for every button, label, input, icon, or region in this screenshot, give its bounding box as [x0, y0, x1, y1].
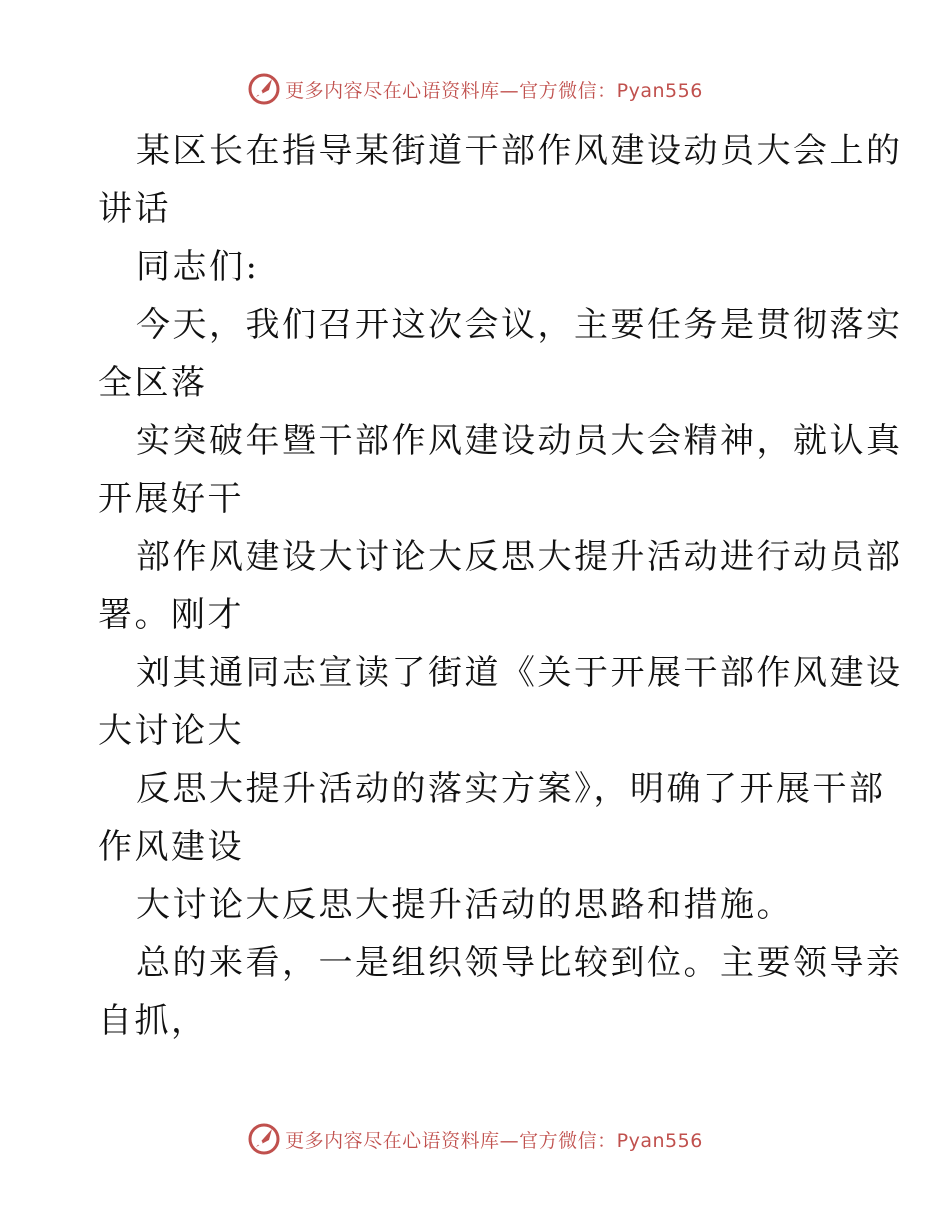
footer-banner [0, 1122, 950, 1156]
banner-text: 更多内容尽在心语资料库—官方微信：Pyan556 [285, 79, 703, 102]
text-line: 讲话 [98, 189, 171, 229]
header-banner [0, 72, 950, 106]
text-line: 自抓， [98, 1001, 208, 1041]
text-line: 今天，我们召开这次会议，主要任务是贯彻落实 [136, 305, 903, 345]
text-line: 大讨论大 [98, 711, 244, 751]
quill-pen-logo-icon [247, 72, 281, 106]
text-line: 署。刚才 [98, 595, 244, 635]
text-line: 作风建设 [98, 827, 244, 867]
text-line: 实突破年暨干部作风建设动员大会精神，就认真 [136, 421, 903, 461]
text-line: 某区长在指导某街道干部作风建设动员大会上的 [136, 131, 903, 171]
text-line: 同志们: [136, 247, 260, 287]
banner-text: 更多内容尽在心语资料库—官方微信：Pyan556 [285, 1129, 703, 1152]
text-line: 开展好干 [98, 479, 244, 519]
text-line: 刘其通同志宣读了街道《关于开展干部作风建设 [136, 653, 903, 693]
text-line: 全区落 [98, 363, 208, 403]
text-line: 大讨论大反思大提升活动的思路和措施。 [136, 885, 793, 925]
text-line: 部作风建设大讨论大反思大提升活动进行动员部 [136, 537, 903, 577]
text-line: 反思大提升活动的落实方案》，明确了开展干部 [136, 769, 886, 809]
document-body [98, 122, 903, 1050]
quill-pen-logo-icon [247, 1122, 281, 1156]
text-line: 总的来看，一是组织领导比较到位。主要领导亲 [136, 943, 903, 983]
